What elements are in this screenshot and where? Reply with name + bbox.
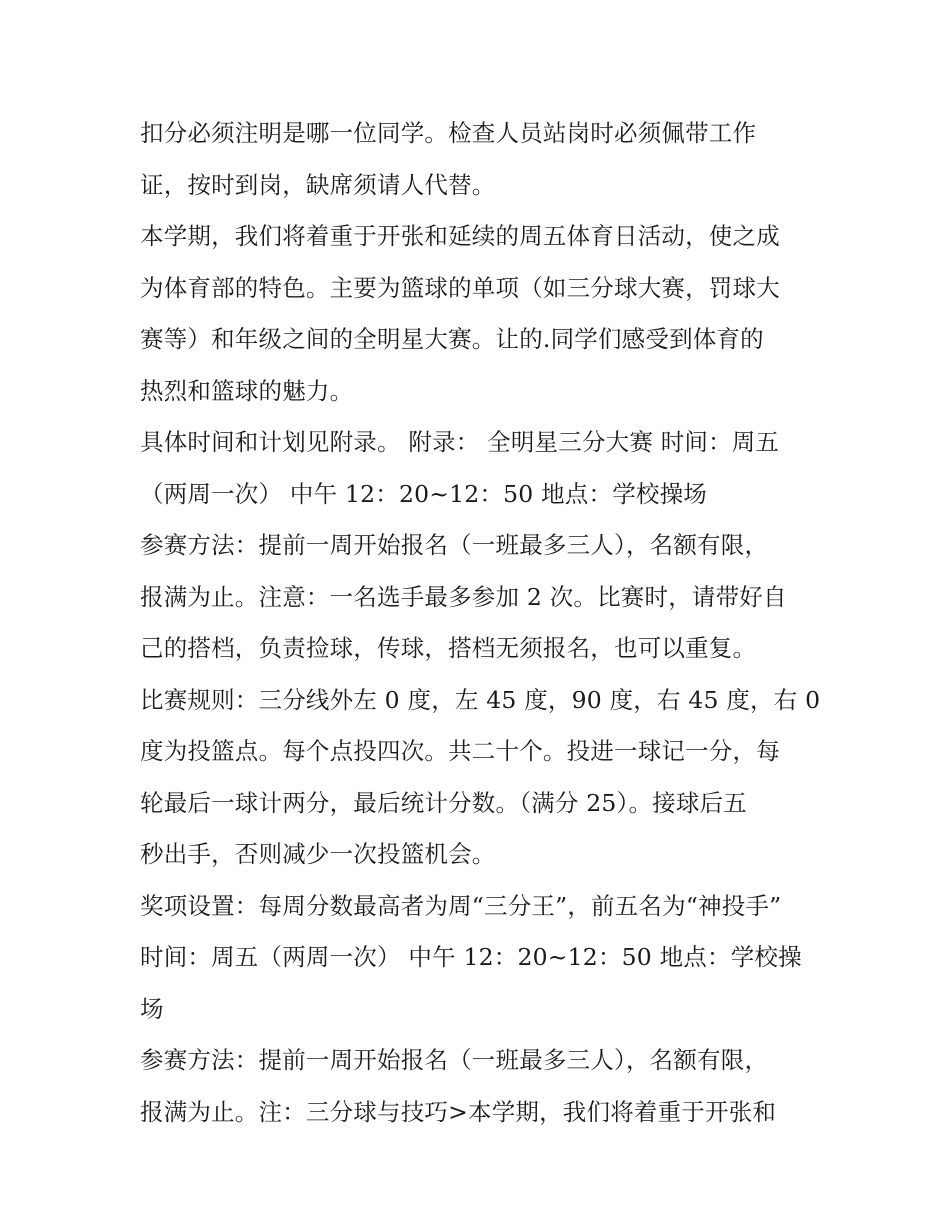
- text-line: 场: [140, 994, 164, 1023]
- text-line: 报满为止。注意：一名选手最多参加 2 次。比赛时，请带好自: [140, 582, 787, 611]
- text-line: 秒出手，否则减少一次投篮机会。: [140, 840, 496, 868]
- text-line: 为体育部的特色。主要为篮球的单项（如三分球大赛，罚球大: [140, 273, 780, 302]
- text-line: 时间：周五（两周一次） 中午 12：20~12：50 地点：学校操: [140, 943, 802, 971]
- body-text: [140, 108, 820, 1138]
- text-line: 度为投篮点。每个点投四次。共二十个。投进一球记一分，每: [140, 737, 780, 765]
- text-line: 参赛方法：提前一周开始报名（一班最多三人），名额有限，: [140, 531, 769, 559]
- text-line: 证，按时到岗，缺席须请人代替。: [140, 170, 496, 199]
- text-line: 比赛规则：三分线外左 0 度，左 45 度，90 度，右 45 度，右 0: [140, 685, 821, 714]
- text-line: 轮最后一球计两分，最后统计分数。（满分 25）。接球后五: [140, 788, 747, 817]
- text-line: 报满为止。注：三分球与技巧>本学期，我们将着重于开张和: [140, 1097, 777, 1126]
- text-line: （两周一次） 中午 12：20~12：50 地点：学校操场: [140, 479, 708, 508]
- text-line: 参赛方法：提前一周开始报名（一班最多三人），名额有限，: [140, 1046, 769, 1074]
- text-line: 己的搭档，负责捡球，传球，搭档无须报名，也可以重复。: [140, 634, 757, 662]
- text-line: 本学期，我们将着重于开张和延续的周五体育日活动，使之成: [140, 222, 780, 250]
- text-line: 具体时间和计划见附录。 附录： 全明星三分大赛 时间：周五: [140, 428, 780, 456]
- text-line: 扣分必须注明是哪一位同学。检查人员站岗时必须佩带工作: [140, 119, 757, 147]
- text-line: 赛等）和年级之间的全明星大赛。让的.同学们感受到体育的: [140, 325, 764, 353]
- text-line: 奖项设置：每周分数最高者为周“三分王”，前五名为“神投手”: [140, 891, 782, 920]
- text-line: 热烈和篮球的魅力。: [140, 376, 354, 405]
